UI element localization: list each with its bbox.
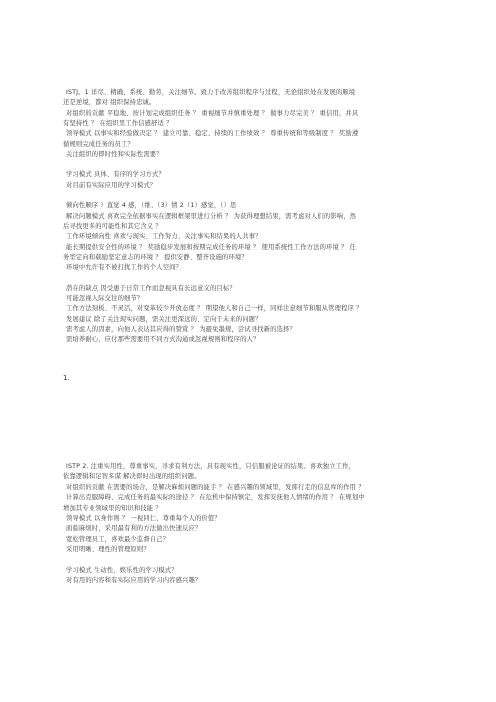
text-line: 关注组织的即时性和实际性需要？ bbox=[66, 150, 163, 158]
text-line: 后寻找更多的可能性和其它含义 ？ bbox=[63, 222, 162, 230]
text-line: 计算出克服障碍、完成任务的最实际的途径 ？ 在危机中保持镇定，发挥安抚他人情绪的作用 ？ 在规划中 bbox=[66, 494, 365, 502]
text-line: 依靠逻辑和足智多谋 解决即时出现的组织问题。 bbox=[63, 473, 201, 481]
text-line: 有坚持性 ？ 在组织里工作信感舒适 ？ bbox=[63, 119, 173, 127]
text-line: 发展建议 除了关注现实问题，需关注更深远的、定向于未来的问题？ bbox=[66, 315, 262, 323]
text-line: 工作环境倾向性 喜欢与现实、工作努力、关注事实和结果的人共事？ bbox=[66, 233, 262, 241]
text-line: ISTJ。1 详尽、精确、系统、勤劳，关注细节。致力于改善组织程序与过程，无论组织处在发展的顺境 bbox=[66, 89, 356, 96]
text-line: 领导模式 以身作则 ？ 一视同仁，尊重每个人的价值？ bbox=[66, 515, 221, 522]
text-line: 宽松管理员工，喜欢最少监督自己？ bbox=[66, 535, 170, 543]
text-line: 务型定向和载励坚定意志的环境 ？ 提供安静、整齐设施的环境？ bbox=[63, 253, 248, 261]
text-line: 增加其专业领域里的知识和技能 ？ bbox=[63, 504, 162, 512]
text-line: 倾向性顺序 ）直觉 4 感，（维、（3）情 2（1）感觉，（）思 bbox=[66, 202, 237, 210]
text-line: 还是逆境，都对 组织保持忠诚。 bbox=[63, 99, 156, 107]
text-line: 采用明晰、理性的管理原则？ bbox=[66, 546, 150, 554]
text-line: 工作方法刻板、不灵活，对变革较少开放态度 ？ 期望他人和自己一样，同样注意细节和服从管理程序 ？ bbox=[66, 305, 363, 313]
text-line: 对组织的贡献 在需要的场合，是解决麻烦问题的能手 ？ 在感兴趣的领域里，发挥行走的信息库的作用 ？ bbox=[66, 483, 365, 491]
text-line: 循规则完成任务的员工？ bbox=[63, 140, 134, 148]
page-marker: 1. bbox=[63, 374, 70, 382]
text-line: 对有用的内容和有实际应用的学习内容感兴趣？ bbox=[66, 577, 202, 585]
text-line: 领导模式 以事实和经验做决定 ？ 建立可靠、稳定、持续的工作绩效 ？ 尊重传统和等级制度 ？ 奖励遵 bbox=[66, 130, 359, 138]
text-line: 解决问题模式 喜欢完全依据事实在逻辑框架里进行分析 ？ 为获得理想结果，需考虑对人们的影响，然 bbox=[66, 212, 357, 220]
text-line: 对目前有实际应用的学习模式？ bbox=[66, 181, 157, 189]
text-line: 能长期提供安全性的环境 ？ 奖励稳步发展和按期完成任务的环境 ？ 使用系统性工作方法的环境 ？ 任 bbox=[66, 243, 357, 251]
text-line: 对组织的贡献 平稳地、按计划完成组织任务 ？ 重视细节并慎重处理 ？ 做事力尽完美 ？ 重信用，并具 bbox=[66, 109, 359, 117]
text-line: 环境中允许有不被打扰工作的个人空间？ bbox=[66, 264, 183, 272]
text-line: 潜在的缺点 因受惠于日常工作而忽视具有长远意义的目标？ bbox=[66, 284, 236, 292]
text-line: 学习模式 生动性、娱乐性的学习模式？ bbox=[66, 567, 178, 574]
text-line: 面临麻烦时，采用最有利的方法做出快速反应？ bbox=[66, 525, 202, 533]
text-line: ISTP 2. 注重实用性，尊重事实，寻求有利方法，具有现实性，只信服被论证的结果。喜欢独立工作， bbox=[66, 463, 356, 470]
text-line: 需考虑人的因素，向他人表达其应得的赞赏 ？ 为避免墨规，尝试寻找新的选择？ bbox=[66, 325, 296, 333]
text-line: 需培养耐心，应付那些需要用不同方式沟通或忽视规则和程序的人？ bbox=[66, 336, 260, 344]
text-line: 可能忽视人际交往的细节？ bbox=[66, 295, 144, 302]
text-line: 学习模式 具体、有序的学习方式？ bbox=[66, 171, 165, 179]
